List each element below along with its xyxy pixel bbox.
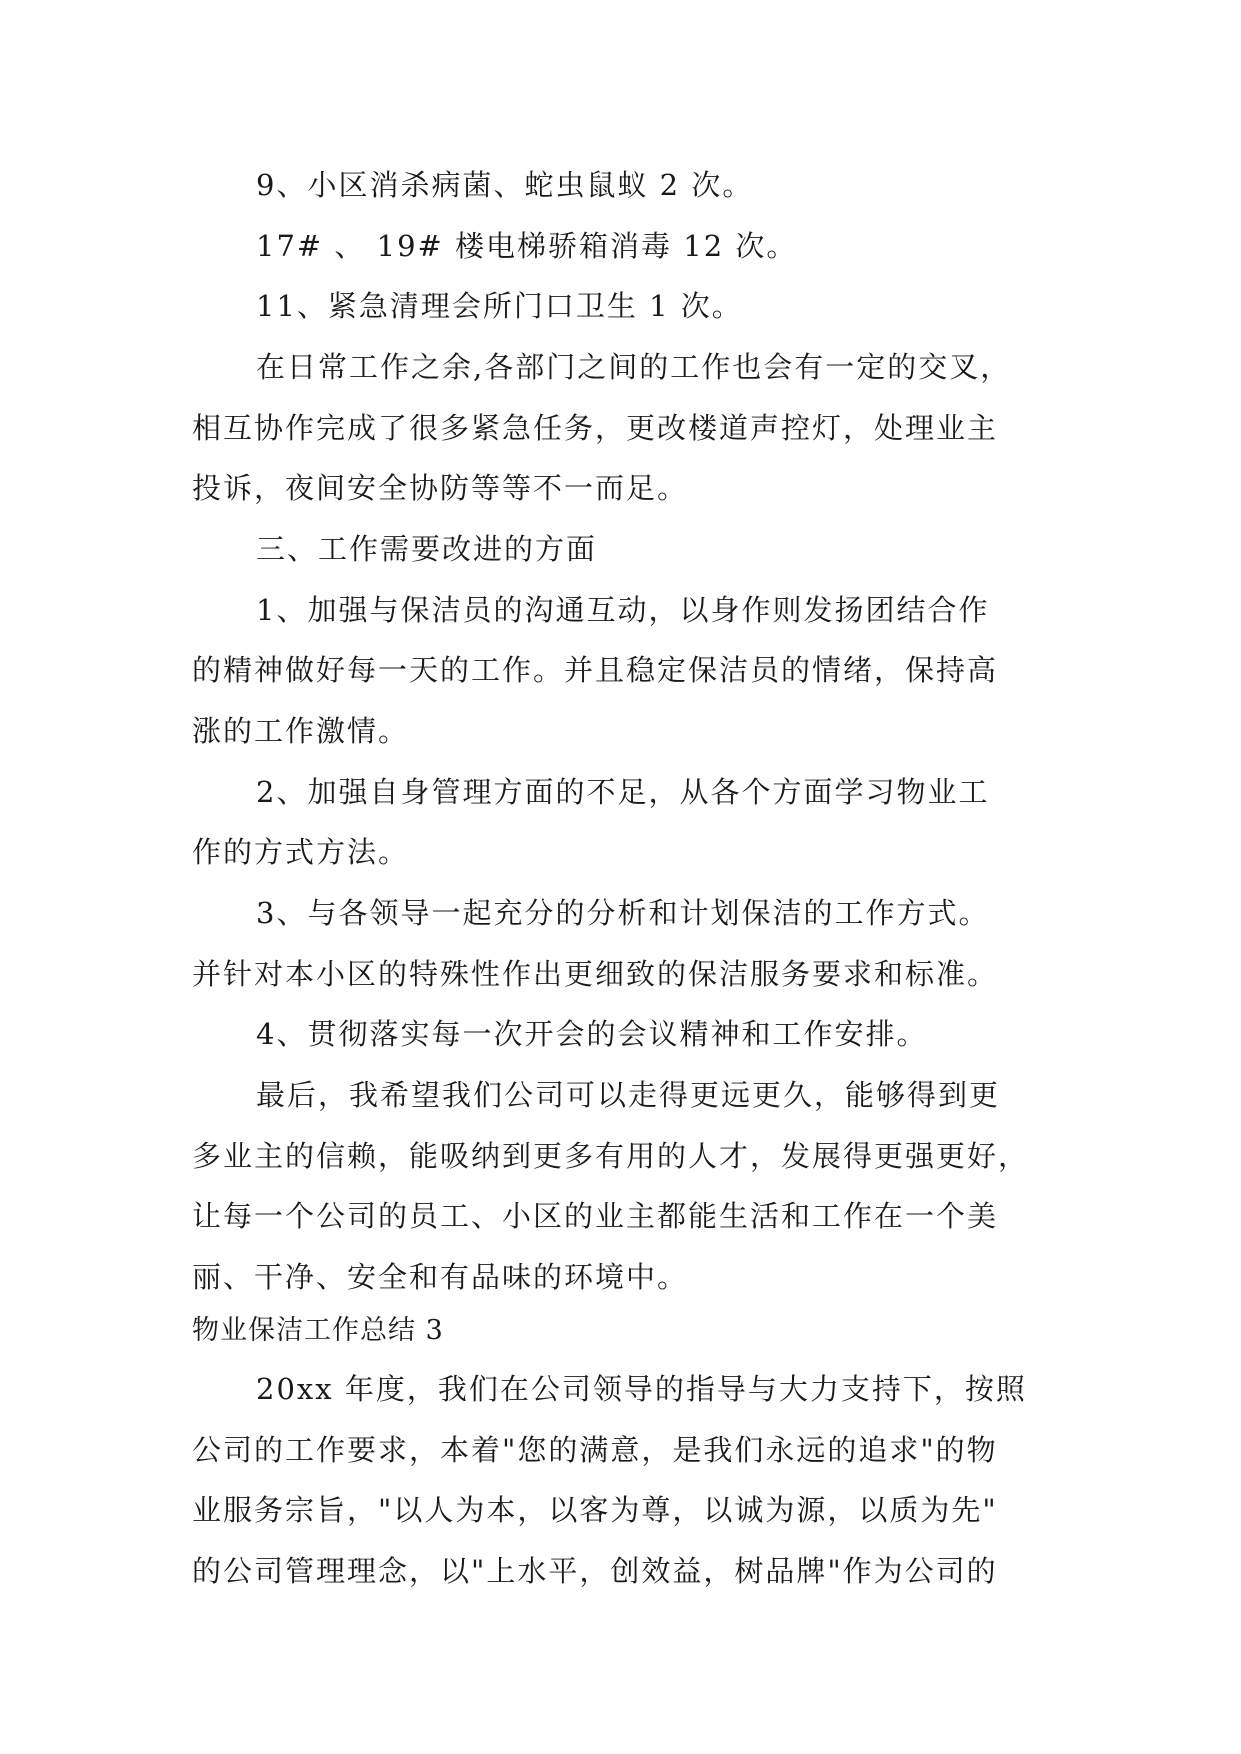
text-line: 投诉，夜间安全协防等等不一而足。 bbox=[192, 471, 689, 505]
section-heading: 三、工作需要改进的方面 bbox=[256, 532, 598, 566]
text-line: 的公司管理理念，以"上水平，创效益，树品牌"作为公司的 bbox=[192, 1554, 998, 1588]
text-line: 公司的工作要求，本着"您的满意，是我们永远的追求"的物 bbox=[192, 1433, 998, 1467]
text-line: 多业主的信赖，能吸纳到更多有用的人才，发展得更强更好， bbox=[192, 1139, 1030, 1173]
text-line: 在日常工作之余,各部门之间的工作也会有一定的交叉， bbox=[256, 350, 1012, 384]
text-line: 的精神做好每一天的工作。并且稳定保洁员的情绪，保持高 bbox=[192, 653, 999, 687]
text-line: 涨的工作激情。 bbox=[192, 714, 410, 748]
text-line: 1、加强与保洁员的沟通互动，以身作则发扬团结合作 bbox=[256, 593, 990, 627]
text-line: 相互协作完成了很多紧急任务，更改楼道声控灯，处理业主 bbox=[192, 411, 999, 445]
text-line: 并针对本小区的特殊性作出更细致的保洁服务要求和标准。 bbox=[192, 957, 999, 991]
text-line: 让每一个公司的员工、小区的业主都能生活和工作在一个美 bbox=[192, 1199, 999, 1233]
text-line: 2、加强自身管理方面的不足，从各个方面学习物业工 bbox=[256, 775, 990, 809]
text-line: 9、小区消杀病菌、蛇虫鼠蚁 2 次。 bbox=[256, 168, 754, 202]
text-line: 业服务宗旨，"以人为本，以客为尊，以诚为源，以质为先" bbox=[192, 1493, 998, 1527]
text-line: 17# 、 19# 楼电梯骄箱消毒 12 次。 bbox=[256, 229, 798, 263]
text-line: 最后，我希望我们公司可以走得更远更久，能够得到更 bbox=[256, 1078, 1001, 1112]
text-line: 4、贯彻落实每一次开会的会议精神和工作安排。 bbox=[256, 1017, 928, 1051]
text-line: 3、与各领导一起充分的分析和计划保洁的工作方式。 bbox=[256, 896, 990, 930]
text-line: 11、紧急清理会所门口卫生 1 次。 bbox=[256, 289, 743, 323]
section-title: 物业保洁工作总结 3 bbox=[192, 1315, 444, 1346]
text-line: 丽、干净、安全和有品味的环境中。 bbox=[192, 1260, 689, 1294]
text-line: 作的方式方法。 bbox=[192, 835, 410, 869]
text-line: 20xx 年度，我们在公司领导的指导与大力支持下，按照 bbox=[256, 1372, 1027, 1406]
